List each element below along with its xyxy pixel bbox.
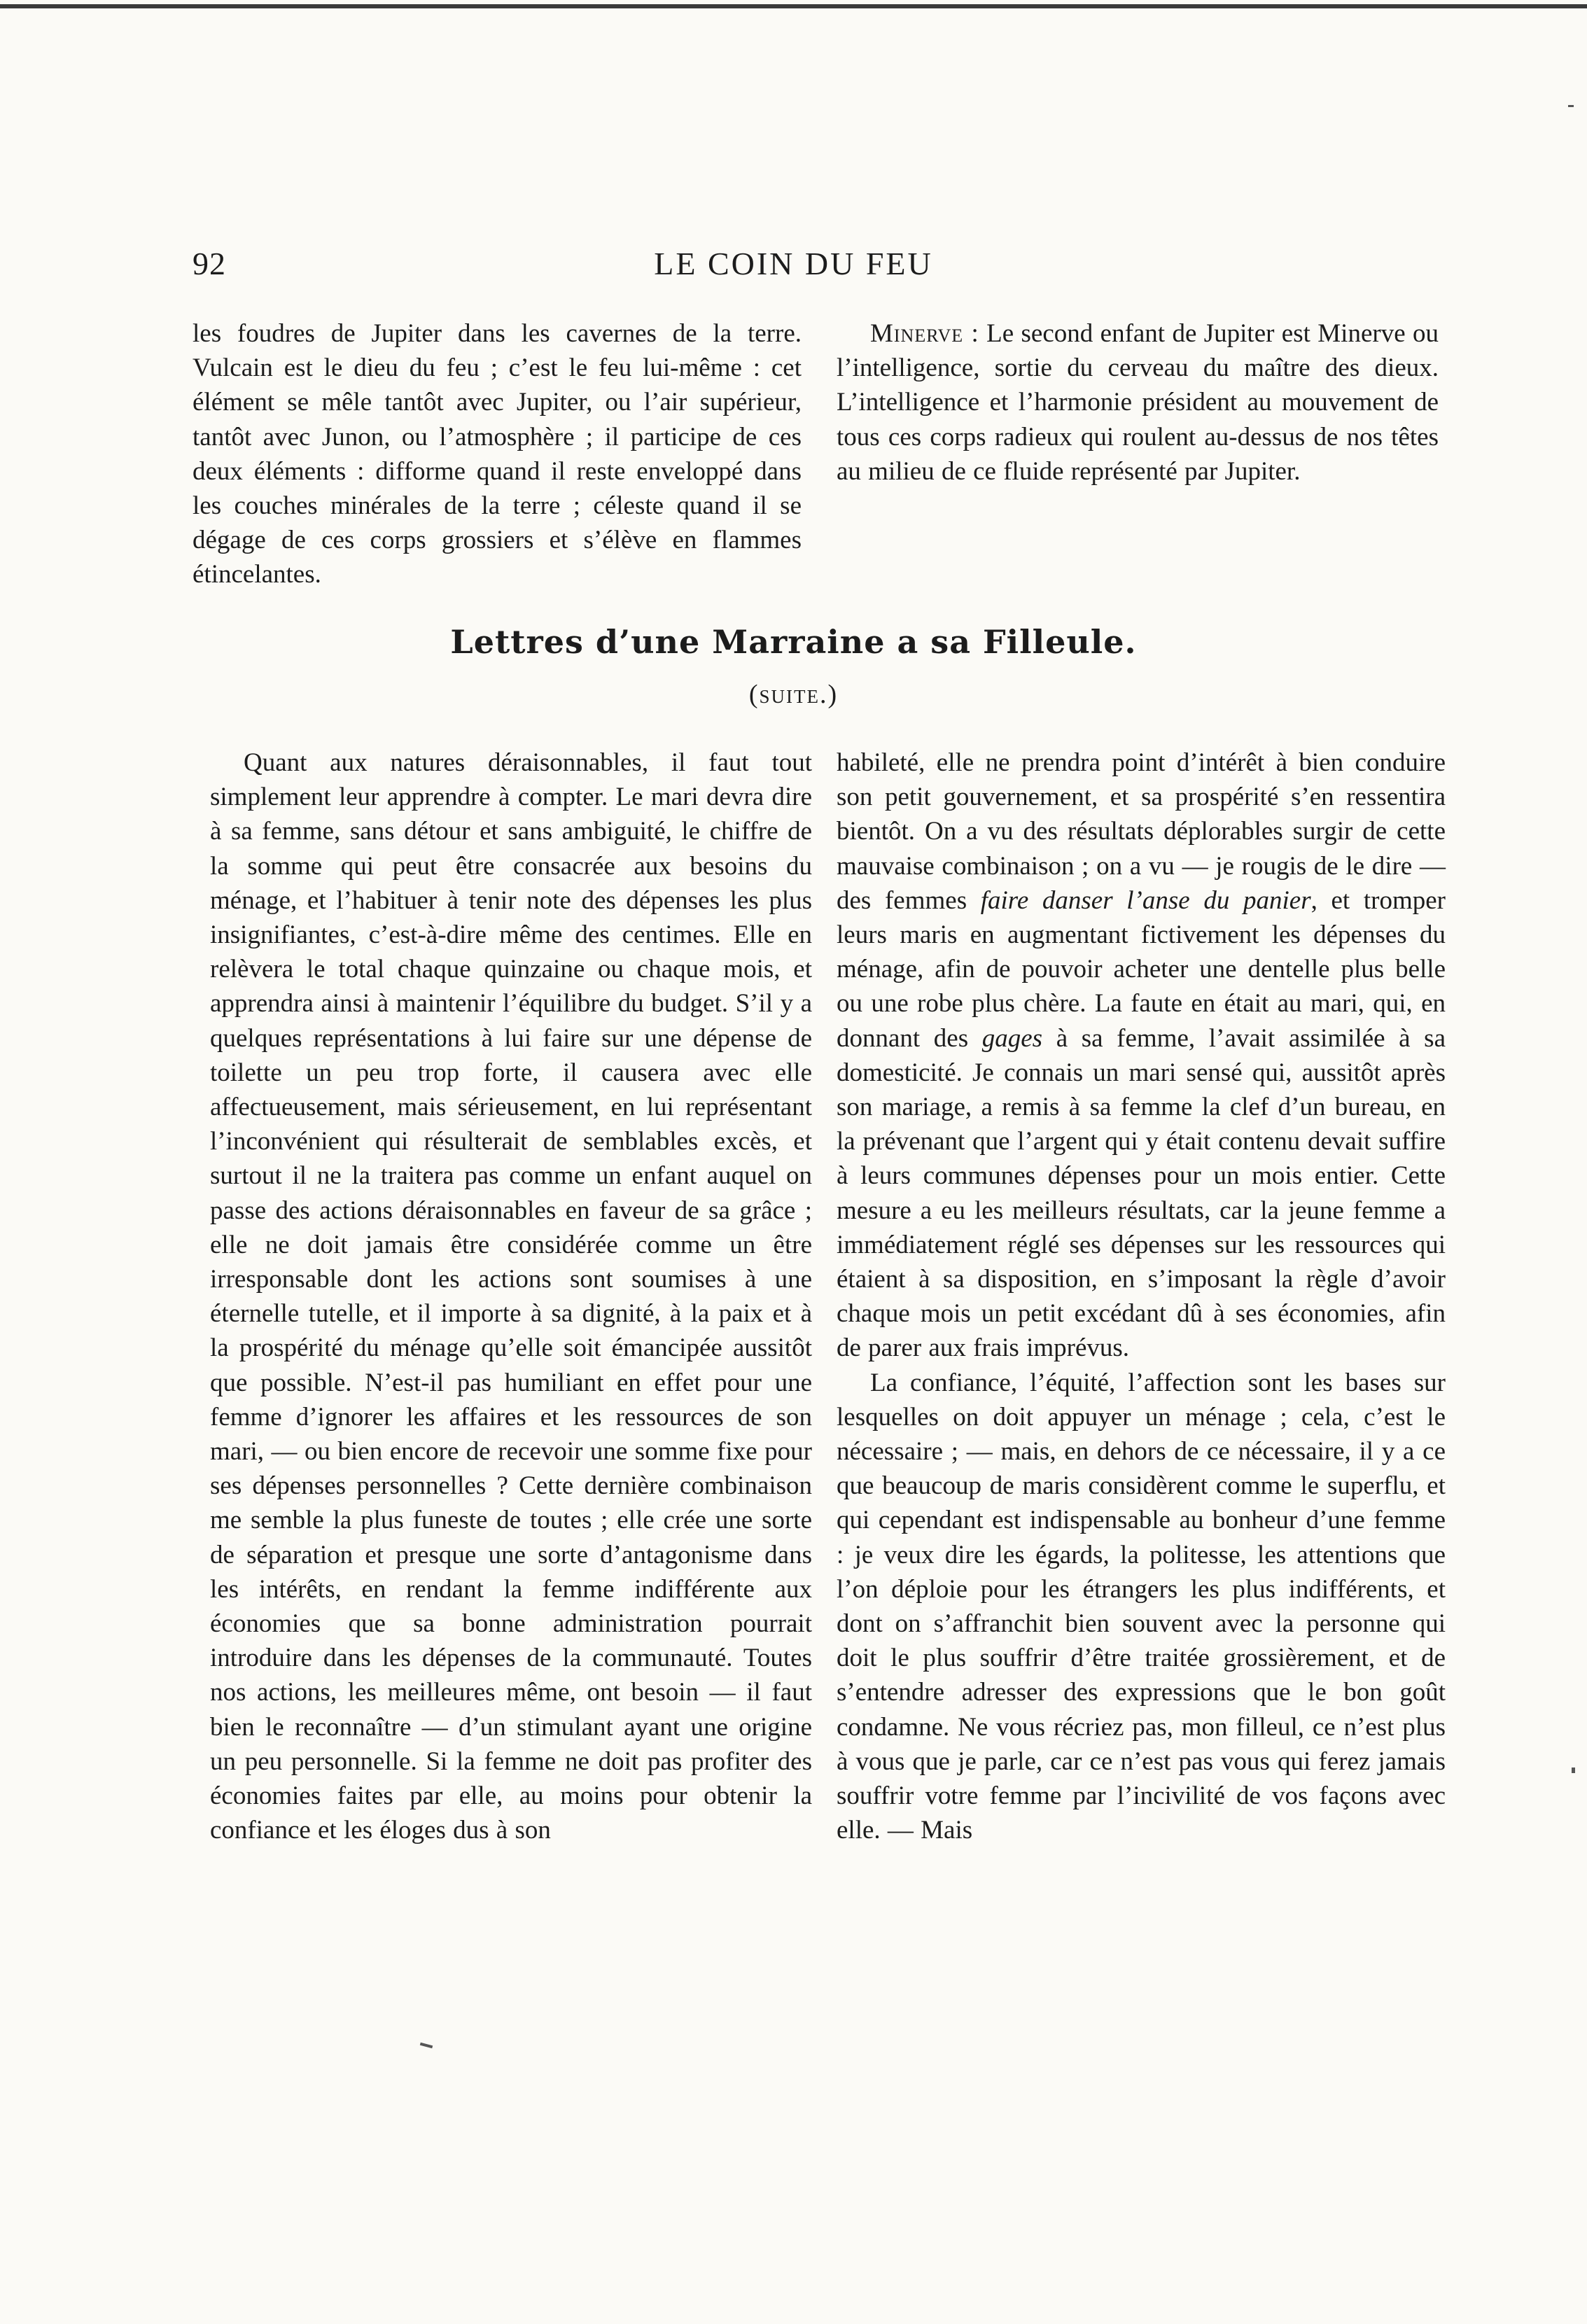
minerve-paragraph xyxy=(837,316,1439,489)
italic-phrase: faire danser l’anse du panier xyxy=(980,886,1311,915)
article-left-column xyxy=(210,746,812,1848)
article-subtitle: (suite.) xyxy=(748,680,839,709)
article-title: Lettres d’une Marraine a sa Filleule. xyxy=(450,623,1137,661)
top-right-column xyxy=(837,316,1439,489)
scan-speck xyxy=(1568,105,1574,107)
minerve-text: Le second enfant de Jupiter est Minerve ou l’intelligence, sortie du cerveau du maître des dieux. L’intelligence et l’harmonie président au mouvement de tous ces corps radieux qui roulent au-dessus de nos têtes au milieu de ce fluide représenté par Jupiter. xyxy=(837,319,1439,486)
text-run: , et tromper leurs maris en augmentant fictivement les dépenses du ménage, afin de pouvoir acheter une dentelle plus belle ou une robe plus chère. La faute en était au mari, qui, en donnant des xyxy=(837,886,1446,1053)
minerve-lead: Minerve : xyxy=(870,319,979,348)
text-run: habileté, elle ne prendra point d’intérêt à bien conduire son petit gouvernement, et sa prospérité s’en ressentira bientôt. On a vu des résultats déplorables surgir de cette mauvaise combinaison ; on a vu — je rougis de le dire — des femmes xyxy=(837,748,1446,915)
article-paragraph: La confiance, l’équité, l’affection sont les bases sur lesquelles on doit appuyer un ménage ; cela, c’est le nécessaire ; — mais, en dehors de ce nécessaire, il y a ce que beaucoup de maris considèrent comme le superflu, et qui cependant est indispensable au bonheur d’une femme : je veux dire les égards, la politesse, les attentions que l’on déploie pour les étrangers les plus indifférents, et dont on s’affranchit bien souvent avec la personne qui doit le plus souffrir d’être traitée grossièrement, et de s’entendre adresser des expressions que le bon goût condamne. Ne vous récriez pas, mon filleul, ce n’est plus à vous que je parle, car ce n’est pas vous qui ferez jamais souffrir votre femme par l’incivilité de vos façons avec elle. — Mais xyxy=(837,1368,1446,1845)
article-right-column xyxy=(837,746,1446,1848)
italic-word: gages xyxy=(981,1023,1043,1053)
text-run: à sa femme, l’avait assimilée à sa domesticité. Je connais un mari sensé qui, aussitôt après son mariage, a remis à sa femme la clef d’un bureau, en la prévenant que l’argent qui y était contenu devait suffire à leurs communes dépenses pour un mois entier. Cette mesure a eu les meilleurs résultats, car la jeune femme a immédiatement réglé ses dépenses sur les ressources qui étaient à sa disposition, en s’imposant la règle d’avoir chaque mois un petit excédant dû à ses économies, afin de parer aux frais imprévus. xyxy=(837,1023,1446,1363)
page-top-edge xyxy=(0,4,1587,8)
top-left-paragraph: les foudres de Jupiter dans les cavernes de la terre. Vulcain est le dieu du feu ; c’est le feu lui-même : cet élément se mêle tantôt avec Jupiter, ou l’air supérieur, tantôt avec Junon, ou l’atmosphère ; il participe de ces deux éléments : difforme quand il reste enveloppé dans les couches minérales de la terre ; céleste quand il se dégage de ces corps grossiers et s’élève en flammes étincelantes. xyxy=(193,319,802,589)
scan-speck xyxy=(420,2043,433,2049)
page-number: 92 xyxy=(193,246,226,281)
article-paragraph-continued xyxy=(837,746,1446,1366)
top-left-column xyxy=(193,316,802,592)
scan-speck xyxy=(1572,1768,1575,1773)
article-paragraph: Quant aux natures déraisonnables, il faut tout simplement leur apprendre à compter. Le mari devra dire à sa femme, sans détour et sans ambiguité, le chiffre de la somme qui peut être consacrée aux besoins du ménage, et l’habituer à tenir note des dépenses les plus insignifiantes, c’est-à-dire même des centimes. Elle en relèvera le total chaque quinzaine ou chaque mois, et apprendra ainsi à maintenir l’équilibre du budget. S’il y a quelques représentations à lui faire sur une dépense de toilette un peu trop forte, il causera avec elle affectueusement, mais sérieusement, en lui représentant l’inconvénient qui résulterait de semblables excès, et surtout il ne la traitera pas comme un enfant auquel on passe des actions déraisonnables en faveur de sa grâce ; elle ne doit jamais être considérée comme un être irresponsable dont les actions sont soumises à une éternelle tutelle, et il importe à sa dignité, à la paix et à la prospérité du ménage qu’elle soit émancipée aussitôt que possible. N’est-il pas humiliant en effet pour une femme d’ignorer les affaires et les ressources de son mari, — ou bien encore de recevoir une somme fixe pour ses dépenses personnelles ? Cette dernière combinaison me semble la plus funeste de toutes ; elle crée une sorte de séparation et presque une sorte d’antagonisme dans les intérêts, en rendant la femme indifférente aux économies que sa bonne administration pourrait introduire dans les dépenses de la communauté. Toutes nos actions, les meilleures même, ont besoin — il faut bien le reconnaître — d’un stimulant ayant une origine un peu personnelle. Si la femme ne doit pas profiter des économies faites par elle, au moins pour obtenir la confiance et les éloges dus à son xyxy=(210,748,812,1845)
running-head: LE COIN DU FEU xyxy=(654,246,933,281)
